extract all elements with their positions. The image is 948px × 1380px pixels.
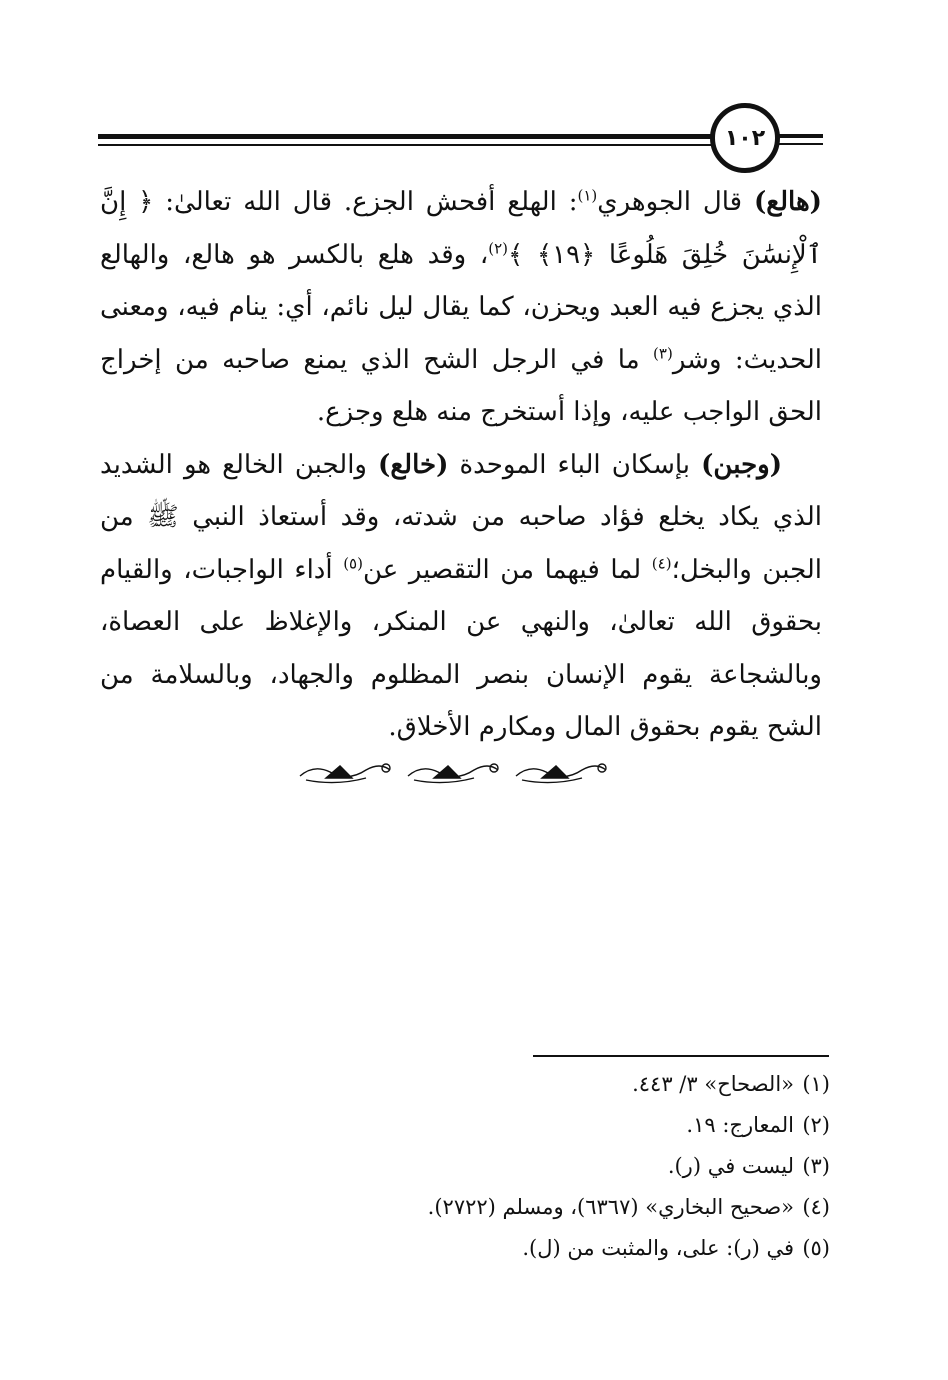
footnote-text: «الصحاح» ٣/ ٤٤٣. bbox=[632, 1072, 794, 1096]
footnote-text: ليست في (ر). bbox=[667, 1154, 794, 1178]
footnote-ref-3[interactable]: (٣) bbox=[653, 343, 673, 362]
header-rule-stub bbox=[776, 134, 823, 138]
ornament-motif bbox=[408, 764, 498, 783]
footnote-1 bbox=[100, 1064, 830, 1105]
ornament-motif bbox=[300, 764, 390, 783]
footnote-number: (١) bbox=[802, 1072, 830, 1096]
footnote-number: (٤) bbox=[802, 1195, 830, 1219]
footnote-2 bbox=[100, 1105, 830, 1146]
paragraph-1 bbox=[100, 176, 822, 439]
page-number: ١٠٢ bbox=[710, 103, 780, 173]
ornament-motif bbox=[516, 764, 606, 783]
page-header bbox=[98, 96, 823, 186]
main-text bbox=[100, 176, 822, 754]
text-segment: : الهلع أفحش الجزع. قال الله تعالىٰ: ﴿ إِنَّ ٱلْإِنسَٰنَ خُلِقَ هَلُوعًا ﴿١٩﴾ ﴾ bbox=[100, 187, 822, 270]
keyword-wajubn: (وجبن) bbox=[701, 449, 782, 480]
keyword-hali: (هالع) bbox=[753, 187, 822, 217]
paragraph-2 bbox=[100, 439, 822, 754]
footnote-number: (٥) bbox=[802, 1236, 830, 1260]
footnote-separator bbox=[533, 1055, 829, 1057]
footnote-ref-1[interactable]: (١) bbox=[577, 186, 598, 205]
footnote-ref-4[interactable]: (٤) bbox=[651, 553, 672, 572]
header-rule-thin bbox=[98, 144, 715, 146]
keyword-khali: (خالع) bbox=[378, 449, 449, 480]
footnote-ref-5[interactable]: (٥) bbox=[343, 553, 363, 572]
footnote-5 bbox=[100, 1228, 830, 1269]
footnote-4 bbox=[100, 1187, 830, 1228]
header-rule bbox=[98, 134, 715, 139]
footnote-3 bbox=[100, 1146, 830, 1187]
text-segment: قال الجوهري bbox=[597, 187, 754, 217]
footnote-text: المعارج: ١٩. bbox=[686, 1113, 794, 1137]
text-segment: ، وقد هلع بالكسر هو هالع، والهالع الذي يجزع فيه العبد ويحزن، كما يقال ليل نائم، أي: ينام فيه، ومعنى الحديث: وشر bbox=[100, 239, 822, 375]
text-segment: أداء الواجبات، والقيام بحقوق الله تعالىٰ، والنهي عن المنكر، والإغلاظ على العصاة، وبالشجاعة يقوم الإنسان بنصر المظلوم والجهاد، وبالسلامة من الشح يقوم بحقوق المال ومكارم الأخلاق. bbox=[100, 554, 822, 742]
text-segment: ما في الرجل الشح الذي يمنع صاحبه من إخراج الحق الواجب عليه، وإذا أستخرج منه هلع وجزع. bbox=[100, 344, 822, 427]
footnote-text: في (ر): على، والمثبت من (ل). bbox=[522, 1236, 794, 1260]
text-segment: لما فيهما من التقصير عن bbox=[362, 554, 652, 585]
text-segment: والجبن الخالع هو الشديد الذي يكاد يخلع فؤاد صاحبه من شدته، وقد أستعاذ النبي ﷺ من الجبن والبخل؛ bbox=[100, 449, 822, 585]
section-divider-ornament bbox=[296, 756, 616, 790]
text-segment: بإسكان الباء الموحدة bbox=[448, 449, 702, 480]
footnote-ref-2[interactable]: (٢) bbox=[488, 238, 508, 257]
footnote-number: (٢) bbox=[802, 1113, 830, 1137]
footnote-number: (٣) bbox=[802, 1154, 830, 1178]
footnote-text: «صحيح البخاري» (٦٣٦٧)، ومسلم (٢٧٢٢). bbox=[427, 1195, 794, 1219]
footnotes bbox=[100, 1064, 830, 1269]
header-rule-stub-thin bbox=[776, 143, 823, 145]
